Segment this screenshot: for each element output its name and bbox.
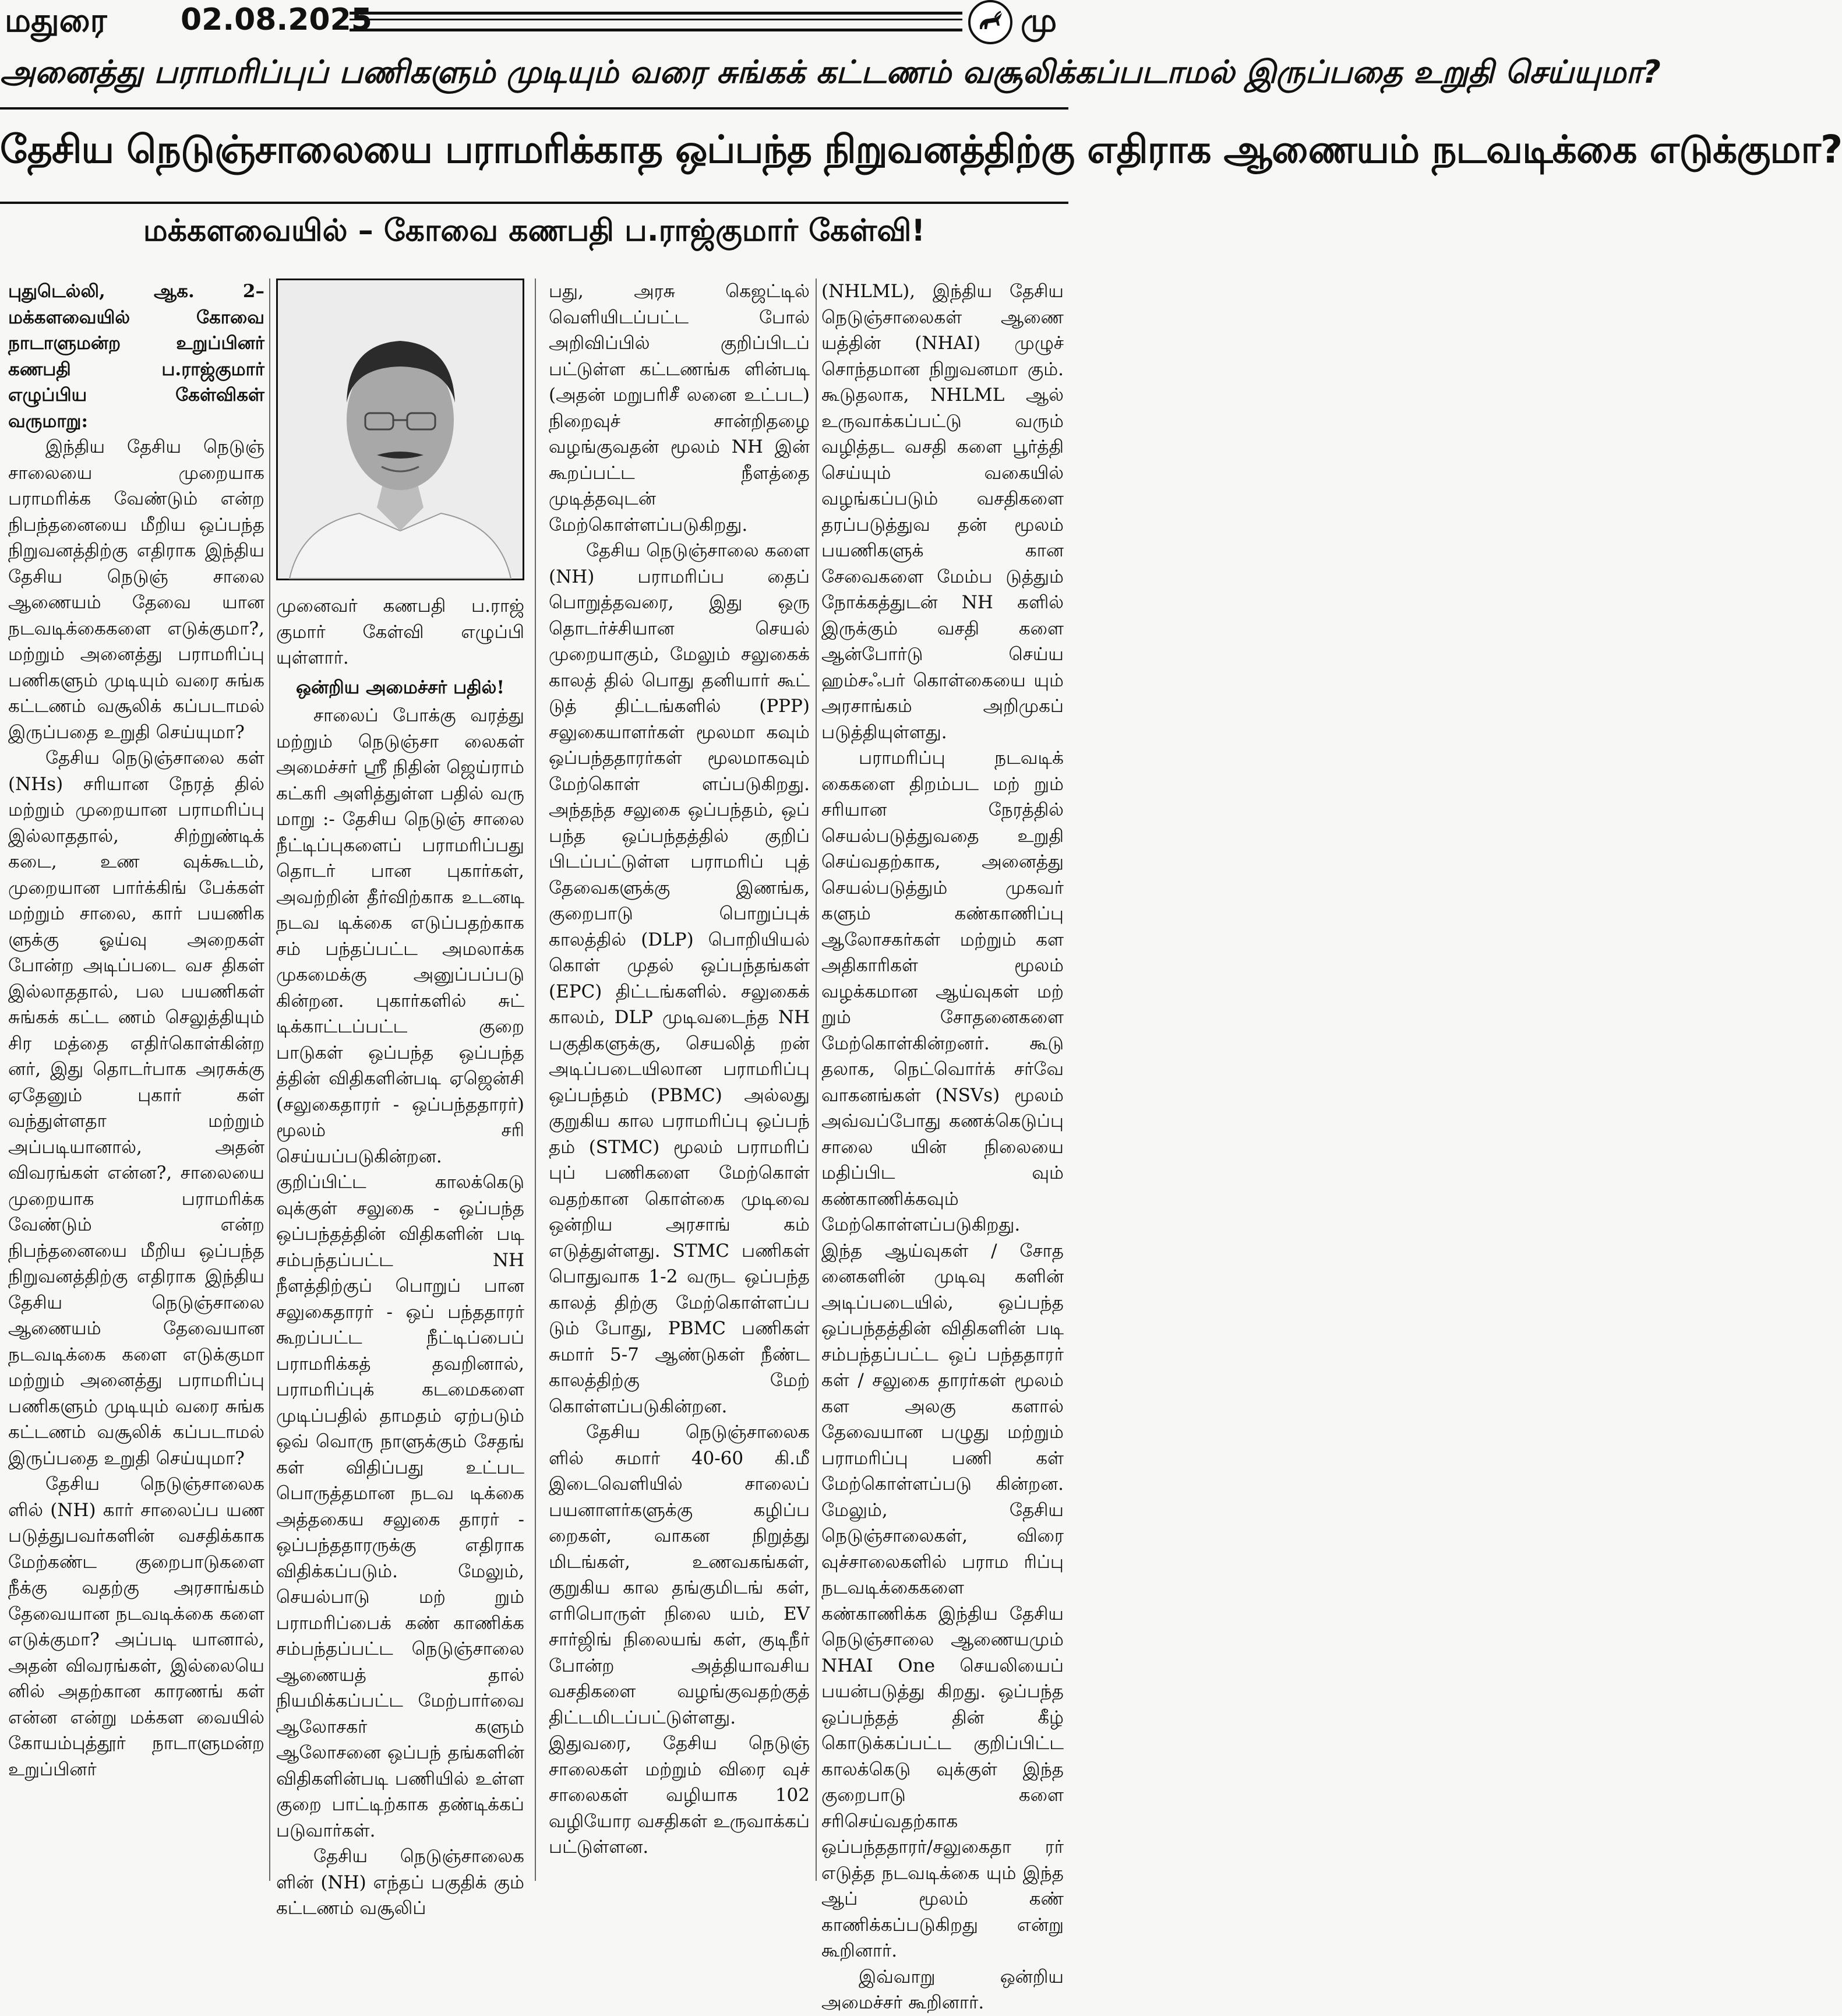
section-subheading: ஒன்றிய அமைச்சர் பதில்! bbox=[296, 676, 504, 698]
article-paragraph: இந்திய தேசிய நெடுஞ் சாலையை முறையாக பராமரிக்க வேண்டும் என்ற நிபந்தனையை மீறிய ஒப்பந்த நிறுவனத்திற்கு எதிராக இந்திய தேசிய நெடுஞ் சாலை ஆணையம் தேவை யான நடவடிக்கைகளை எடுக்குமா?, மற்றும் அனைத்து பராமரிப்பு பணிகளும் முடியும் வரை சுங்க கட்டணம் வசூலிக் கப்படாமல் இருப்பதை உறுதி செய்யுமா? bbox=[8, 436, 264, 743]
kicker-divider bbox=[0, 107, 1068, 110]
article-paragraph: சாலைப் போக்கு வரத்து மற்றும் நெடுஞ்சா லைகள் அமைச்சர் ஸ்ரீ நிதின் ஜெய்ராம் கட்கரி அளித்துள்ள பதில் வரு மாறு :- தேசிய நெடுஞ் சாலை நீட்டிப்புகளைப் பராமரிப்பது தொடர் பான புகார்கள், அவற்றின் தீர்விற்காக உடனடி நடவ டிக்கை எடுப்பதற்காக சம் பந்தப்பட்ட அமலாக்க முகமைக்கு அனுப்பப்படு கின்றன. புகார்களில் சுட் டிக்காட்டப்பட்ட குறை பாடுகள் ஒப்பந்த ஒப்பந்த த்தின் விதிகளின்படி ஏஜென்சி (சலுகைதாரர் - ஒப்பந்ததாரர்) மூலம் சரி செய்யப்படுகின்றன. குறிப்பிட்ட காலக்கெடு வுக்குள் சலுகை - ஒப்பந்த ஒப்பந்தத்தின் விதிகளின் படி சம்பந்தப்பட்ட NH நீளத்திற்குப் பொறுப் பான சலுகைதாரர் - ஒப் பந்ததாரர் கூறப்பட்ட நீட்டிப்பைப் பராமரிக்கத் தவறினால், பராமரிப்புக் கடமைகளை முடிப்பதில் தாமதம் ஏற்படும் ஒவ் வொரு நாளுக்கும் சேதங் கள் விதிப்பது உட்பட பொருத்தமான நடவ டிக்கை அத்தகைய சலுகை தாரர் - ஒப்பந்ததாரருக்கு எதிராக விதிக்கப்படும். மேலும், செயல்பாடு மற் றும் பராமரிப்பைக் கண் காணிக்க சம்பந்தப்பட்ட நெடுஞ்சாலை ஆணையத் தால் நியமிக்கப்பட்ட மேற்பார்வை ஆலோசகர் களும் ஆலோசனை ஒப்பந் தங்களின் விதிகளின்படி பணியில் உள்ள குறை பாட்டிற்காக தண்டிக்கப் படுவார்கள். bbox=[276, 705, 524, 1841]
article-paragraph: பராமரிப்பு நடவடிக் கைகளை திறம்பட மற் றும் சரியான நேரத்தில் செயல்படுத்துவதை உறுதி செய்வதற்காக, அனைத்து செயல்படுத்தும் முகவர் களும் கண்காணிப்பு ஆலோசகர்கள் மற்றும் கள அதிகாரிகள் மூலம் வழக்கமான ஆய்வுகள் மற் றும் சோதனைகளை மேற்கொள்கின்றனர். கூடு தலாக, நெட்வொர்க் சர்வே வாகனங்கள் (NSVs) மூலம் அவ்வப்போது கணக்கெடுப்பு சாலை யின் நிலையை மதிப்பிட வும் கண்காணிக்கவும் மேற்கொள்ளப்படுகிறது. இந்த ஆய்வுகள் / சோத னைகளின் முடிவு களின் அடிப்படையில், ஒப்பந்த ஒப்பந்தத்தின் விதிகளின் படி சம்பந்தப்பட்ட ஒப் பந்ததாரர் கள் / சலுகை தாரர்கள் மூலம் கள அலகு களால் தேவையான பழுது மற்றும் பராமரிப்பு பணி கள் மேற்கொள்ளப்படு கின்றன. மேலும், தேசிய நெடுஞ்சாலைகள், விரை வுச்சாலைகளில் பராம ரிப்பு நடவடிக்கைகளை கண்காணிக்க இந்திய தேசிய நெடுஞ்சாலை ஆணையமும் NHAI One செயலியைப் பயன்படுத்து கிறது. ஒப்பந்த ஒப்பந்தத் தின் கீழ் கொடுக்கப்பட்ட குறிப்பிட்ட காலக்கெடு வுக்குள் இந்த குறைபாடு களை சரிசெய்வதற்காக ஒப்பந்ததாரர்/சலுகைதா ரர் எடுத்த நடவடிக்கை யும் இந்த ஆப் மூலம் கண் காணிக்கப்படுகிறது என்று கூறினார். bbox=[821, 748, 1064, 1961]
column-divider bbox=[816, 279, 817, 1881]
column-1 bbox=[8, 279, 264, 1881]
article-paragraph: தேசிய நெடுஞ்சாலை கள் (NHs) சரியான நேரத் தில் மற்றும் முறையான பராமரிப்பு இல்லாததால், சிற்றுண்டிக் கடை, உண வுக்கூடம், முறையான பார்க்கிங் பேக்கள் மற்றும் சாலை, கார் பயணிக ளுக்கு ஓய்வு அறைகள் போன்ற அடிப்படை வச திகள் இல்லாததால், பல பயணிகள் சுங்கக் கட்ட ணம் செலுத்தியும் சிர மத்தை எதிர்கொள்கின்ற னர், இது தொடர்பாக அரசுக்கு ஏதேனும் புகார் கள் வந்துள்ளதா மற்றும் அப்படியானால், அதன் விவரங்கள் என்ன?, சாலையை முறையாக பராமரிக்க வேண்டும் என்ற நிபந்தனையை மீறிய ஒப்பந்த நிறுவனத்திற்கு எதிராக இந்திய தேசிய நெடுஞ்சாலை ஆணையம் தேவையான நடவடிக்கை களை எடுக்குமா மற்றும் அனைத்து பராமரிப்பு பணிகளும் முடியும் வரை சுங்க கட்டணம் வசூலிக் கப்படாமல் இருப்பதை உறுதி செய்யுமா? bbox=[8, 748, 264, 1469]
article-paragraph: தேசிய நெடுஞ்சாலைக ளில் சுமார் 40-60 கி.மீ இடைவெளியில் சாலைப் பயனாளர்களுக்கு கழிப்ப றைகள், வாகன நிறுத்து மிடங்கள், உணவகங்கள், குறுகிய கால தங்குமிடங் கள், எரிபொருள் நிலை யம், EV சார்ஜிங் நிலையங் கள், குடிநீர் போன்ற அத்தியாவசிய வசதிகளை வழங்குவதற்குத் திட்டமிடப்பட்டுள்ளது. இதுவரை, தேசிய நெடுஞ் சாலைகள் மற்றும் விரை வுச் சாலைகள் வழியாக 102 வழியோர வசதிகள் உருவாக்கப் பட்டுள்ளன. bbox=[549, 1422, 810, 1858]
masthead bbox=[0, 0, 1068, 45]
kicker-headline: அனைத்து பராமரிப்புப் பணிகளும் முடியும் வரை சுங்கக் கட்டணம் வசூலிக்கப்படாமல் இருப்பதை உறுதி செய்யுமா? bbox=[0, 54, 1661, 90]
column-divider bbox=[269, 279, 270, 1881]
article-paragraph: (NHLML), இந்திய தேசிய நெடுஞ்சாலைகள் ஆணை யத்தின் (NHAI) முழுச் சொந்தமான நிறுவனமா கும். கூடுதலாக, NHLML ஆல் உருவாக்கப்பட்டு வரும் வழித்தட வசதி களை பூர்த்தி செய்யும் வகையில் வழங்கப்படும் வசதிகளை தரப்படுத்துவ தன் மூலம் பயணிகளுக் கான சேவைகளை மேம்ப டுத்தும் நோக்கத்துடன் NH களில் இருக்கும் வசதி களை ஆன்போர்டு செய்ய ஹம்சஃபர் கொள்கையை யும் அரசாங்கம் அறிமுகப் படுத்தியுள்ளது. bbox=[821, 281, 1064, 743]
sub-headline: மக்களவையில் – கோவை கணபதி ப.ராஜ்குமார் கேள்வி! bbox=[143, 213, 926, 248]
headline-divider bbox=[0, 202, 1068, 204]
masthead-fragment: மு bbox=[1021, 1, 1057, 40]
edition-date: 02.08.2025 bbox=[181, 2, 372, 37]
photo-caption: முனைவர் கணபதி ப.ராஜ் குமார் கேள்வி எழுப்பி யுள்ளார். bbox=[276, 595, 524, 668]
column-divider bbox=[535, 279, 536, 1881]
column-4 bbox=[821, 279, 1064, 2013]
article-paragraph: தேசிய நெடுஞ்சாலை களை (NH) பராமரிப்ப தைப் பொறுத்தவரை, இது ஒரு தொடர்ச்சியான செயல் முறையாகும், மேலும் சலுகைக் காலத் தில் பொது தனியார் கூட் டுத் திட்டங்களில் (PPP) சலுகையாளர்கள் மூலமா கவும் ஒப்பந்ததாரர்கள் மூலமாகவும் மேற்கொள் ளப்படுகிறது. அந்தந்த சலுகை ஒப்பந்தம், ஒப் பந்த ஒப்பந்தத்தில் குறிப் பிடப்பட்டுள்ள பராமரிப் புத் தேவைகளுக்கு இணங்க, குறைபாடு பொறுப்புக் காலத்தில் (DLP) பொறியியல் கொள் முதல் ஒப்பந்தங்கள் (EPC) திட்டங்களில். சலுகைக் காலம், DLP முடிவடைந்த NH பகுதிகளுக்கு, செயலித் றன் அடிப்படையிலான பராமரிப்பு ஒப்பந்தம் (PBMC) அல்லது குறுகிய கால பராமரிப்பு ஒப்பந் தம் (STMC) மூலம் பராமரிப் புப் பணிகளை மேற்கொள் வதற்கான கொள்கை முடிவை ஒன்றிய அரசாங் கம் எடுத்துள்ளது. STMC பணிகள் பொதுவாக 1-2 வருட ஒப்பந்த காலத் திற்கு மேற்கொள்ளப்ப டும் போது, PBMC பணிகள் சுமார் 5-7 ஆண்டுகள் நீண்ட காலத்திற்கு மேற் கொள்ளப்படுகின்றன. bbox=[549, 540, 810, 1417]
portrait-photo bbox=[276, 279, 524, 580]
column-2 bbox=[276, 279, 524, 1919]
article-paragraph: பது, அரசு கெஜட்டில் வெளியிடப்பட்ட போல் அறிவிப்பில் குறிப்பிடப் பட்டுள்ள கட்டணங்க ளின்படி (அதன் மறுபரிசீ லனை உட்பட) நிறைவுச் சான்றிதழை வழங்குவதன் மூலம் NH இன் கூறப்பட்ட நீளத்தை முடித்தவுடன் மேற்கொள்ளப்படுகிறது. bbox=[549, 281, 810, 535]
article-paragraph: தேசிய நெடுஞ்சாலைக ளின் (NH) எந்தப் பகுதிக் கும் கட்டணம் வசூலிப் bbox=[276, 1846, 524, 1919]
bull-emblem-icon bbox=[968, 0, 1012, 44]
article-paragraph: இவ்வாறு ஒன்றிய அமைச்சர் கூறினார். bbox=[821, 1966, 1064, 2013]
article-paragraph: தேசிய நெடுஞ்சாலைக ளில் (NH) கார் சாலைப்ப யண படுத்துபவர்களின் வசதிக்காக மேற்கண்ட குறைபாடுகளை நீக்கு வதற்கு அரசாங்கம் தேவையான நடவடிக்கை களை எடுக்குமா? அப்படி யானால், அதன் விவரங்கள், இல்லையெ னில் அதற்கான காரணங் கள் என்ன என்று மக்கள வையில் கோயம்புத்தூர் நாடாளுமன்ற உறுப்பினர் bbox=[8, 1474, 264, 1780]
dateline-lead: புதுடெல்லி, ஆக. 2– மக்களவையில் கோவை நாடாளுமன்ற உறுப்பினர் கணபதி ப.ராஜ்குமார் எழுப்பிய கேள்விகள் வருமாறு: bbox=[8, 281, 264, 432]
masthead-rule bbox=[350, 12, 962, 31]
edition-city: மதுரை bbox=[5, 1, 107, 40]
main-headline: தேசிய நெடுஞ்சாலையை பராமரிக்காத ஒப்பந்த நிறுவனத்திற்கு எதிராக ஆணையம் நடவடிக்கை எடுக்குமா? bbox=[0, 127, 1842, 172]
column-3 bbox=[549, 279, 810, 1881]
